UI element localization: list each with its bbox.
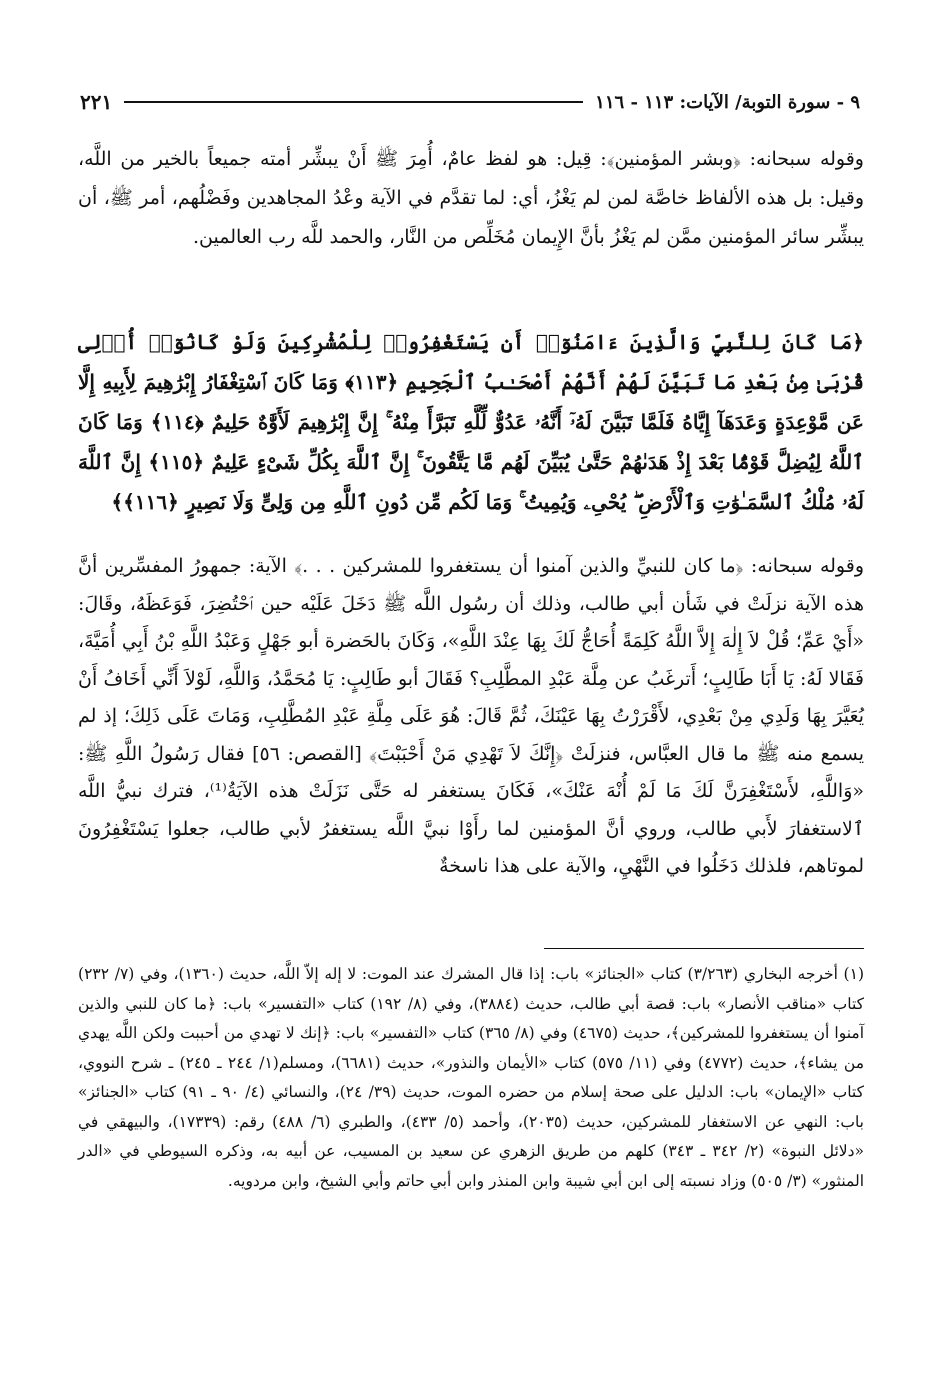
page-header xyxy=(80,86,860,118)
commentary-paragraph-1 xyxy=(78,140,864,257)
footnote xyxy=(78,960,864,1196)
paragraph-text: وقوله سبحانه: ﴿وبشر المؤمنين﴾: قِيل: هو لفظ عامٌ، أُمِرَ ﷺ أَنْ يبشِّر أمته جميعاً بالخير من اللَّه، وقيل: بل هذه الألفاظ خاصَّة لمن لم يَغْزُ، أي: لما تقدَّم في الآية وعْدُ المجاهدين وفَضْلُهم، أمر ﷺ، أن يبشِّر سائر المؤمنين ممَّن لم يَغْزُ بأنَّ الإِيمان مُخَلِّص من النَّار، والحمد للَّه رب العالمين. xyxy=(78,148,864,248)
footnote-text: أخرجه البخاري (٣/٢٦٣) كتاب «الجنائز» باب: إذا قال المشرك عند الموت: لا إله إلاّ اللَّه، حديث (١٣٦٠)، وفي (٧/ ٢٣٢) كتاب «مناقب الأنصار» باب: قصة أبي طالب، حديث (٣٨٨٤)، وفي (٨/ ١٩٢) كتاب «التفسير» باب: ﴿ما كان للنبي والذين آمنوا أن يستغفروا للمشركين﴾، حديث (٤٦٧٥) وفي (٨/ ٣٦٥) كتاب «التفسير» باب: ﴿إنك لا تهدي من أحببت ولكن اللَّه يهدي من يشاء﴾، حديث (٤٧٧٢) وفي (١١/ ٥٧٥) كتاب «الأيمان والنذور»، حديث (٦٦٨١)، ومسلم(١/ ٢٤٤ ـ ٢٤٥) ـ شرح النووي، كتاب «الإيمان» باب: الدليل على صحة إسلام من حضره الموت، حديث (٣٩/ ٢٤)، والنسائي (٤/ ٩٠ ـ ٩١) كتاب «الجنائز» باب: النهي عن الاستغفار للمشركين، حديث (٢٠٣٥)، وأحمد (٥/ ٤٣٣)، والطبري (٦/ ٤٨٨) رقم: (١٧٣٣٩)، والبيهقي في «دلائل النبوة» (٢/ ٣٤٢ ـ ٣٤٣) كلهم من طريق الزهري عن سعيد بن المسيب، عن أبيه به، وذكره السيوطي في «الدر المنثور» (٣/ ٥٠٥) وزاد نسبته إلى ابن أبي شيبة وابن المنذر وابن أبي حاتم وأبي الشيخ، وابن مردويه. xyxy=(78,965,865,1190)
running-title: ٩ - سورة التوبة/ الآيات: ١١٣ - ١١٦ xyxy=(595,91,860,113)
footnote-number: (١) xyxy=(843,965,864,983)
footnote-separator xyxy=(544,948,864,949)
quran-verses xyxy=(78,322,864,522)
verses-text: ﴿مَا كَانَ لِلنَّبِيِّ وَالَّذِينَ ءَامَنُوٓا۟ أَن يَسْتَغْفِرُوا۟ لِلْمُشْرِكِينَ وَلَوْ كَانُوٓا۟ أُو۟لِى قُرْبَىٰ مِنۢ بَعْدِ مَا تَبَيَّنَ لَهُمْ أَنَّهُمْ أَصْحَـٰبُ ٱلْجَحِيمِ ﴿١١٣﴾ وَمَا كَانَ ٱسْتِغْفَارُ إِبْرَٰهِيمَ لِأَبِيهِ إِلَّا عَن مَّوْعِدَةٍ وَعَدَهَآ إِيَّاهُ فَلَمَّا تَبَيَّنَ لَهُۥٓ أَنَّهُۥ عَدُوٌّ لِّلَّهِ تَبَرَّأَ مِنْهُ ۚ إِنَّ إِبْرَٰهِيمَ لَأَوَّٰهٌ حَلِيمٌ ﴿١١٤﴾ وَمَا كَانَ ٱللَّهُ لِيُضِلَّ قَوْمًۢا بَعْدَ إِذْ هَدَىٰهُمْ حَتَّىٰ يُبَيِّنَ لَهُم مَّا يَتَّقُونَ ۚ إِنَّ ٱللَّهَ بِكُلِّ شَىْءٍ عَلِيمٌ ﴿١١٥﴾ إِنَّ ٱللَّهَ لَهُۥ مُلْكُ ٱلسَّمَـٰوَٰتِ وَٱلْأَرْضِ ۖ يُحْىِۦ وَيُمِيتُ ۚ وَمَا لَكُم مِّن دُونِ ٱللَّهِ مِن وَلِىٍّ وَلَا نَصِيرٍ ﴿١١٦﴾﴾ xyxy=(78,330,864,514)
header-rule xyxy=(124,101,583,103)
paragraph-text: وقوله سبحانه: ﴿ما كان للنبيِّ والذين آمنوا أن يستغفروا للمشركين . . .﴾ الآية: جمهورُ المفسِّرين أنَّ هذه الآية نزلَتْ في شَأن أبي طالب، وذلك أن رسُول اللَّه ﷺ دَخَلَ عَلَيْه حين ٱحْتُضِرَ، فَوَعَظَهُ، وقَالَ: «أَيْ عَمِّ؛ قُلْ لاَ إِلٰهَ إِلاَّ اللَّهُ كَلِمَةً أُحَاجُّ لَكَ بِهَا عِنْدَ اللَّهِ»، وَكَانَ بالحَضرة أبو جَهْلٍ وَعَبْدُ اللَّهِ بْنُ أَبِي أُمَيَّةَ، فَقَالا لَهُ: يَا أَبَا طَالِبٍ؛ أَترغَبُ عن مِلَّة عَبْدِ المطَّلِبِ؟ فَقَالَ أبو طَالِبٍ: يَا مُحَمَّدُ، وَاللَّهِ، لَوْلاَ أَنِّي أَخَافُ أَنْ يُعَيَّرَ بِهَا وَلَدِي مِنْ بَعْدِي، لأَقْرَرْتُ بِهَا عَيْنَكَ، ثُمَّ قَالَ: هُوَ عَلَى مِلَّةِ عَبْدِ المُطَّلِبِ، وَمَاتَ عَلَى ذَلِكَ؛ إذ لم يسمع منه ﷺ ما قال العبَّاس، فنزلَتْ ﴿إِنَّكَ لاَ تَهْدِي مَنْ أَحْبَبْتَ﴾ [القصص: ٥٦] فقال رَسُولُ اللَّهِ ﷺ: «وَاللَّهِ، لأَسْتَغْفِرَنَّ لَكَ مَا لَمْ أُنْهَ عَنْكَ»، فَكَانَ يستغفر له حَتَّى نَزَلَتْ هذه الآيَةُ⁽¹⁾، فترك نبيُّ اللَّه ٱلاستغفارَ لأَبي طالب، وروي أنَّ المؤمنين لما رأَوْا نبيَّ اللَّه يستغفرُ لأبي طالب، جعلوا يَسْتَغْفِرُونَ لموتاهم، فلذلك دَخَلُوا في النَّهْيِ، والآية على هذا ناسخةٌ xyxy=(78,555,864,877)
page-number: ٢٢١ xyxy=(80,90,113,114)
commentary-paragraph-2 xyxy=(78,548,864,886)
